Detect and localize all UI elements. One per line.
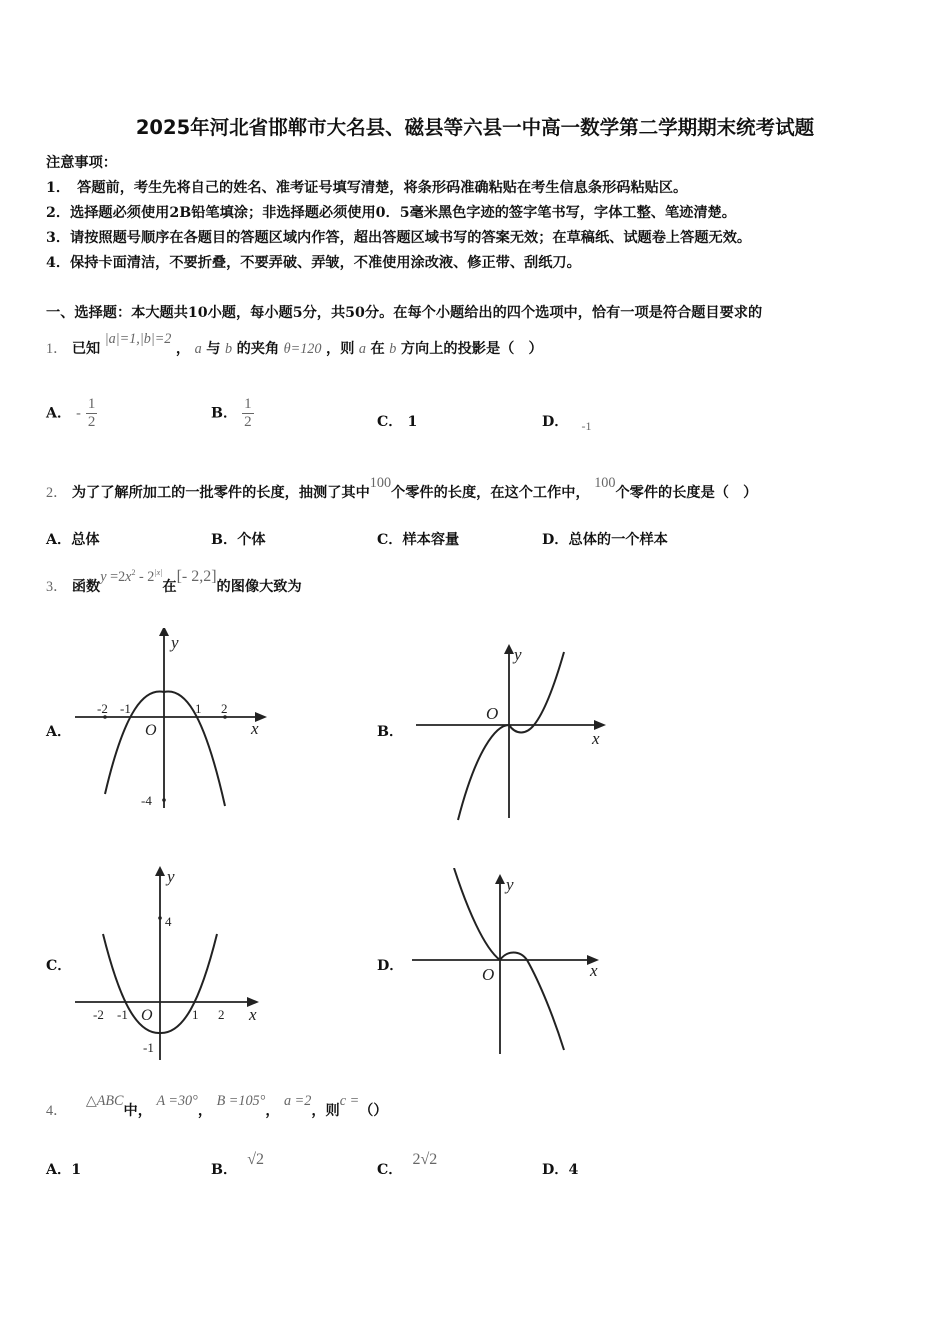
notes-heading: 注意事项：: [46, 155, 117, 171]
q1-option-d-value: -1: [581, 419, 592, 433]
graph-c: [75, 862, 270, 1062]
graph-c-origin: O: [141, 1007, 153, 1024]
q3-math-y: y: [100, 569, 107, 585]
q4-math-2: A =30°: [156, 1093, 198, 1109]
q4-option-b[interactable]: [211, 1151, 264, 1179]
q1-math-4: θ=120: [283, 341, 322, 357]
q3-text-1: 函数: [71, 579, 101, 595]
q1-option-a-sign: -: [76, 405, 81, 422]
q4-option-d-label: D．: [542, 1162, 569, 1178]
note-item-2: 2．选择题必须使用2B铅笔填涂；非选择题必须使用0．5毫米黑色字迹的签字笔书写，字体工整、笔迹清楚。: [46, 205, 736, 221]
graph-c-tick-neg1-y: -1: [143, 1040, 154, 1055]
q2-option-d-label: D．: [542, 532, 569, 548]
graph-d-curve: [454, 868, 564, 1050]
q2-option-d-value: 总体的一个样本: [568, 532, 668, 548]
q2-option-a-value: 总体: [71, 532, 100, 548]
q3-option-a-label: A．: [46, 724, 72, 740]
q3-text-2: 在: [162, 579, 177, 595]
q1-option-d-label: D．: [542, 414, 569, 430]
q2-option-b[interactable]: [211, 529, 266, 549]
note-item-1: 1． 答题前，考生先将自己的姓名、准考证号填写清楚，将条形码准确粘贴在考生信息条形码粘贴区。: [46, 180, 688, 196]
q1-option-c-label: C．: [377, 414, 403, 430]
q4-option-a-value: 1: [71, 1162, 82, 1178]
q4-option-a-label: A．: [46, 1162, 72, 1178]
graph-c-tick-1: 1: [192, 1007, 199, 1022]
graph-d-y-label: y: [506, 875, 514, 894]
graph-a-tick-neg1: -1: [120, 701, 131, 716]
q4-number: 4．: [46, 1103, 68, 1119]
q1-text-7: 方向上的投影是（ ）: [400, 341, 543, 357]
question-3: [46, 568, 302, 596]
q1-option-b-fraction: [242, 396, 254, 431]
graph-b-y-arrow: [504, 644, 514, 654]
q1-math-6: b: [389, 341, 397, 357]
q4-text-3: ，: [265, 1103, 280, 1119]
q3-option-c[interactable]: [46, 955, 71, 975]
q4-option-b-value: √2: [247, 1151, 264, 1168]
graph-a-x-label: x: [251, 719, 259, 738]
graph-c-y-label: y: [167, 867, 175, 886]
graph-b-x-label: x: [592, 729, 600, 748]
graph-c-tick-4: 4: [165, 914, 172, 929]
q2-option-a-label: A．: [46, 532, 72, 548]
graph-d: [412, 868, 607, 1058]
q2-text-3: 个零件的长度是（ ）: [615, 485, 758, 501]
q3-option-b-label: B．: [377, 724, 404, 740]
q1-option-b-denominator: 2: [244, 414, 252, 430]
q4-option-a[interactable]: [46, 1159, 81, 1179]
q2-math-1: 100: [369, 475, 392, 491]
graph-d-y-arrow: [495, 874, 505, 884]
graph-c-tick-neg2: -2: [93, 1007, 104, 1022]
q3-option-b[interactable]: [377, 721, 403, 741]
q1-math-2: a: [194, 341, 202, 357]
graph-d-origin: O: [482, 965, 495, 984]
q2-option-d[interactable]: [542, 529, 668, 549]
q2-text-2: 个零件的长度，在这个工作中，: [391, 485, 590, 501]
q2-option-b-label: B．: [211, 532, 238, 548]
graph-c-x-label: x: [249, 1005, 257, 1024]
q1-text-4: 的夹角: [236, 341, 280, 357]
graph-b-origin: O: [486, 704, 499, 723]
q4-text-2: ，: [197, 1103, 213, 1119]
q1-option-b-label: B．: [211, 405, 238, 422]
graph-c-tick-2: 2: [218, 1007, 225, 1022]
q2-number: 2．: [46, 485, 68, 501]
q3-math-exp: 2: [131, 568, 136, 577]
q2-option-c[interactable]: [377, 529, 459, 549]
graph-a-tick-2: 2: [221, 701, 228, 716]
q1-text-3: 与: [206, 341, 221, 357]
q3-math-minus: - 2: [135, 569, 155, 585]
graph-d-x-label: x: [590, 961, 598, 980]
graph-b: [416, 640, 611, 825]
q3-math-interval: [- 2,2]: [176, 568, 217, 585]
q1-math-3: b: [224, 341, 233, 357]
q3-number: 3．: [46, 579, 68, 595]
graph-b-y-label: y: [514, 645, 522, 664]
section-heading: 一、选择题：本大题共10小题，每小题5分，共50分。在每个小题给出的四个选项中，恰有一项是符合题目要求的: [46, 305, 763, 321]
q4-option-c[interactable]: [377, 1151, 438, 1179]
page-title: 2025年河北省邯郸市大名县、磁县等六县一中高一数学第二学期期末统考试题: [135, 116, 815, 139]
graph-a: [75, 628, 270, 813]
question-4: [46, 1093, 388, 1120]
q1-option-d[interactable]: [542, 411, 591, 431]
q4-text-5: （）: [359, 1103, 388, 1119]
graph-a-tick-neg2: -2: [97, 701, 108, 716]
graph-a-y-label: y: [171, 633, 179, 652]
graph-a-origin: O: [145, 722, 157, 739]
q3-text-3: 的图像大致为: [216, 579, 302, 595]
q4-math-5: c =: [339, 1093, 360, 1109]
q1-math-1: |a|=1,|b|=2: [104, 331, 172, 347]
q1-text-6: 在: [370, 341, 385, 357]
q1-option-a-fraction: [86, 396, 98, 431]
q2-option-b-value: 个体: [237, 532, 266, 548]
q1-text-5: ，则: [326, 341, 355, 357]
q1-text-2: ，: [175, 341, 191, 357]
q4-math-4: a =2: [284, 1093, 312, 1109]
q1-option-a[interactable]: [46, 396, 97, 431]
q3-option-c-label: C．: [46, 958, 72, 974]
q2-option-a[interactable]: [46, 529, 100, 549]
q3-option-d[interactable]: [377, 955, 404, 975]
q1-text-1: 已知: [71, 341, 101, 357]
q3-math-x: x: [125, 569, 132, 585]
note-item-3: 3．请按照题号顺序在各题目的答题区域内作答，超出答题区域书写的答案无效；在草稿纸、试题卷上答题无效。: [46, 230, 752, 246]
q2-option-c-label: C．: [377, 532, 403, 548]
q4-option-d[interactable]: [542, 1159, 578, 1179]
q4-text-4: ，则: [311, 1103, 340, 1119]
q1-option-a-denominator: 2: [87, 414, 96, 430]
q1-option-c-value: 1: [407, 414, 418, 430]
graph-a-tick-neg4: -4: [141, 793, 152, 808]
q4-option-c-label: C．: [377, 1162, 403, 1178]
graph-c-tick-neg1: -1: [117, 1007, 128, 1022]
q4-math-3: B =105°: [216, 1093, 266, 1109]
question-2: [46, 475, 758, 502]
q2-text-1: 为了了解所加工的一批零件的长度，抽测了其中: [71, 485, 370, 501]
q3-math-coef: =2: [106, 569, 126, 585]
q3-option-d-label: D．: [377, 958, 404, 974]
q2-option-c-value: 样本容量: [402, 532, 460, 548]
q1-number: 1．: [46, 341, 68, 357]
q4-text-1: 中，: [123, 1103, 152, 1119]
q4-option-b-label: B．: [211, 1162, 238, 1178]
note-item-4: 4．保持卡面清洁，不要折叠，不要弄破、弄皱，不准使用涂改液、修正带、刮纸刀。: [46, 255, 581, 271]
question-1: [46, 331, 543, 358]
q1-math-5: a: [358, 341, 366, 357]
q2-math-2: 100: [594, 475, 616, 491]
q1-option-a-numerator: 1: [87, 396, 96, 412]
graph-c-y-arrow: [155, 866, 165, 876]
q1-option-c[interactable]: [377, 411, 417, 431]
graph-a-tick-1: 1: [195, 701, 202, 716]
q3-math-absx: |x|: [154, 568, 163, 577]
q1-option-a-label: A．: [46, 405, 72, 422]
q1-option-b-numerator: 1: [244, 396, 252, 412]
q3-option-a[interactable]: [46, 721, 71, 741]
q4-math-1: △ABC: [85, 1093, 124, 1109]
graph-a-y-arrow: [159, 628, 169, 636]
graph-b-curve: [458, 652, 564, 820]
q4-option-d-value: 4: [568, 1162, 579, 1178]
q4-option-c-value: 2√2: [412, 1151, 438, 1168]
q1-option-b[interactable]: [211, 396, 254, 431]
